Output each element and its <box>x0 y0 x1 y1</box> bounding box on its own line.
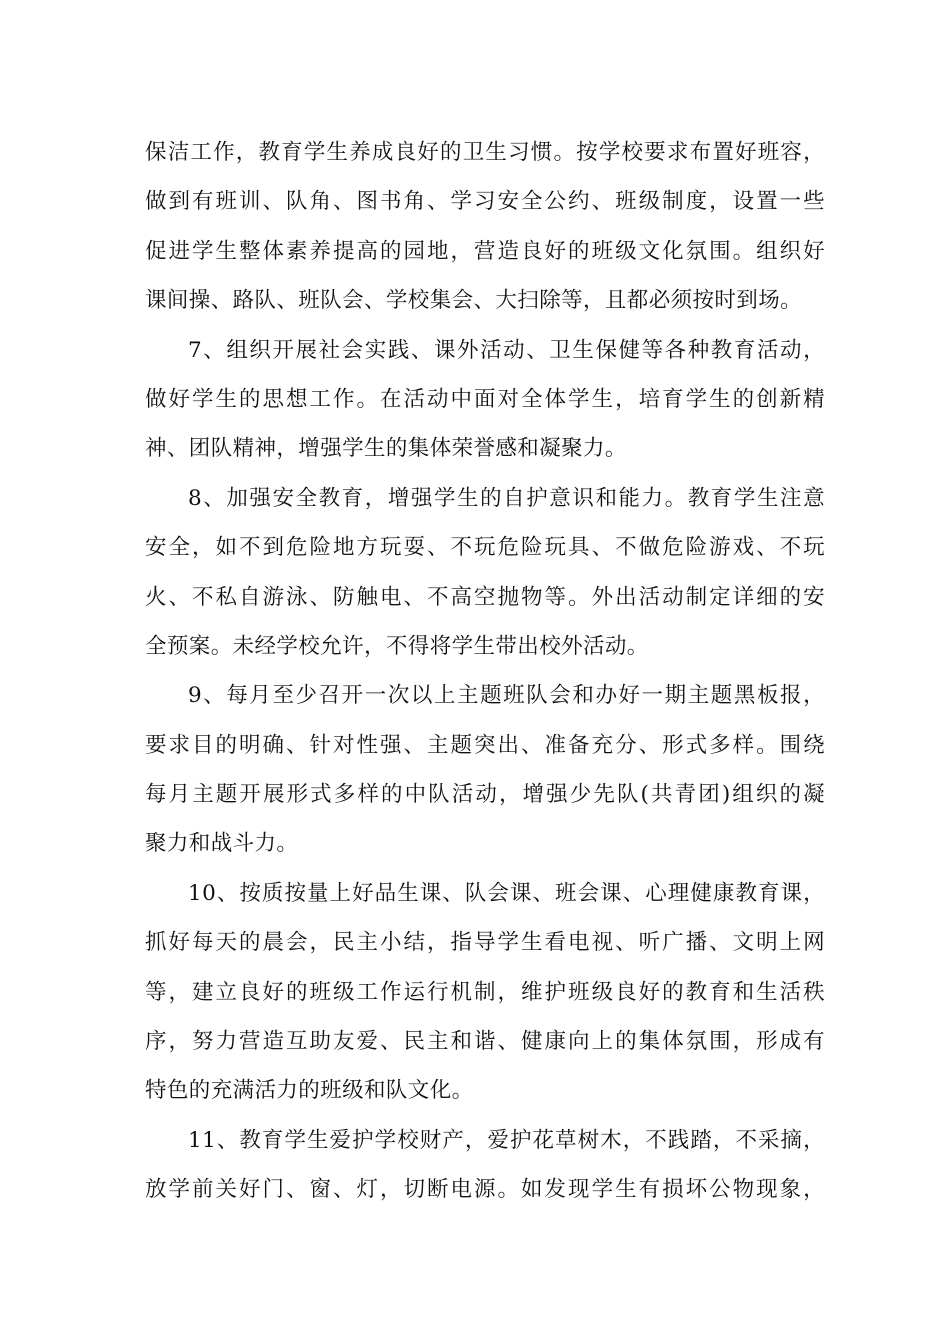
paragraph <box>145 671 825 869</box>
document-body <box>145 128 825 1215</box>
paragraph-line: 特色的充满活力的班级和队文化。 <box>145 1078 474 1104</box>
paragraph-line: 神、团队精神，增强学生的集体荣誉感和凝聚力。 <box>145 436 627 462</box>
paragraph-line: 抓好每天的晨会，民主小结，指导学生看电视、听广播、文明上网 <box>145 930 825 956</box>
paragraph <box>145 1116 825 1215</box>
paragraph <box>145 128 825 326</box>
paragraph-line: 10、按质按量上好品生课、队会课、班会课、心理健康教育课， <box>188 880 825 906</box>
paragraph-line: 安全，如不到危险地方玩耍、不玩危险玩具、不做危险游戏、不玩 <box>145 535 825 561</box>
paragraph <box>145 474 825 672</box>
paragraph-line: 7、组织开展社会实践、课外活动、卫生保健等各种教育活动， <box>188 337 825 363</box>
paragraph-line: 做好学生的思想工作。在活动中面对全体学生，培育学生的创新精 <box>145 386 825 412</box>
paragraph-line: 8、加强安全教育，增强学生的自护意识和能力。教育学生注意 <box>188 485 825 511</box>
paragraph <box>145 869 825 1116</box>
paragraph-line: 11、教育学生爱护学校财产，爱护花草树木，不践踏，不采摘， <box>188 1127 825 1153</box>
paragraph-line: 序，努力营造互助友爱、民主和谐、健康向上的集体氛围，形成有 <box>145 1029 825 1055</box>
paragraph-line: 聚力和战斗力。 <box>145 831 299 857</box>
paragraph-line: 保洁工作，教育学生养成良好的卫生习惯。按学校要求布置好班容， <box>145 140 825 165</box>
paragraph-line: 放学前关好门、窗、灯，切断电源。如发现学生有损坏公物现象， <box>145 1177 825 1203</box>
paragraph-line: 要求目的明确、针对性强、主题突出、准备充分、形式多样。围绕 <box>145 732 825 758</box>
paragraph-line: 做到有班训、队角、图书角、学习安全公约、班级制度，设置一些 <box>145 189 825 215</box>
paragraph-line: 全预案。未经学校允许，不得将学生带出校外活动。 <box>145 633 649 659</box>
paragraph-line: 9、每月至少召开一次以上主题班队会和办好一期主题黑板报， <box>188 683 825 709</box>
paragraph-line: 课间操、路队、班队会、学校集会、大扫除等，且都必须按时到场。 <box>145 288 803 314</box>
paragraph-line: 等，建立良好的班级工作运行机制，维护班级良好的教育和生活秩 <box>145 979 825 1005</box>
paragraph-line: 火、不私自游泳、防触电、不高空抛物等。外出活动制定详细的安 <box>145 584 825 610</box>
paragraph-line: 每月主题开展形式多样的中队活动，增强少先队(共青团)组织的凝 <box>145 782 825 808</box>
paragraph-line: 促进学生整体素养提高的园地，营造良好的班级文化氛围。组织好 <box>145 238 825 264</box>
paragraph <box>145 326 825 474</box>
